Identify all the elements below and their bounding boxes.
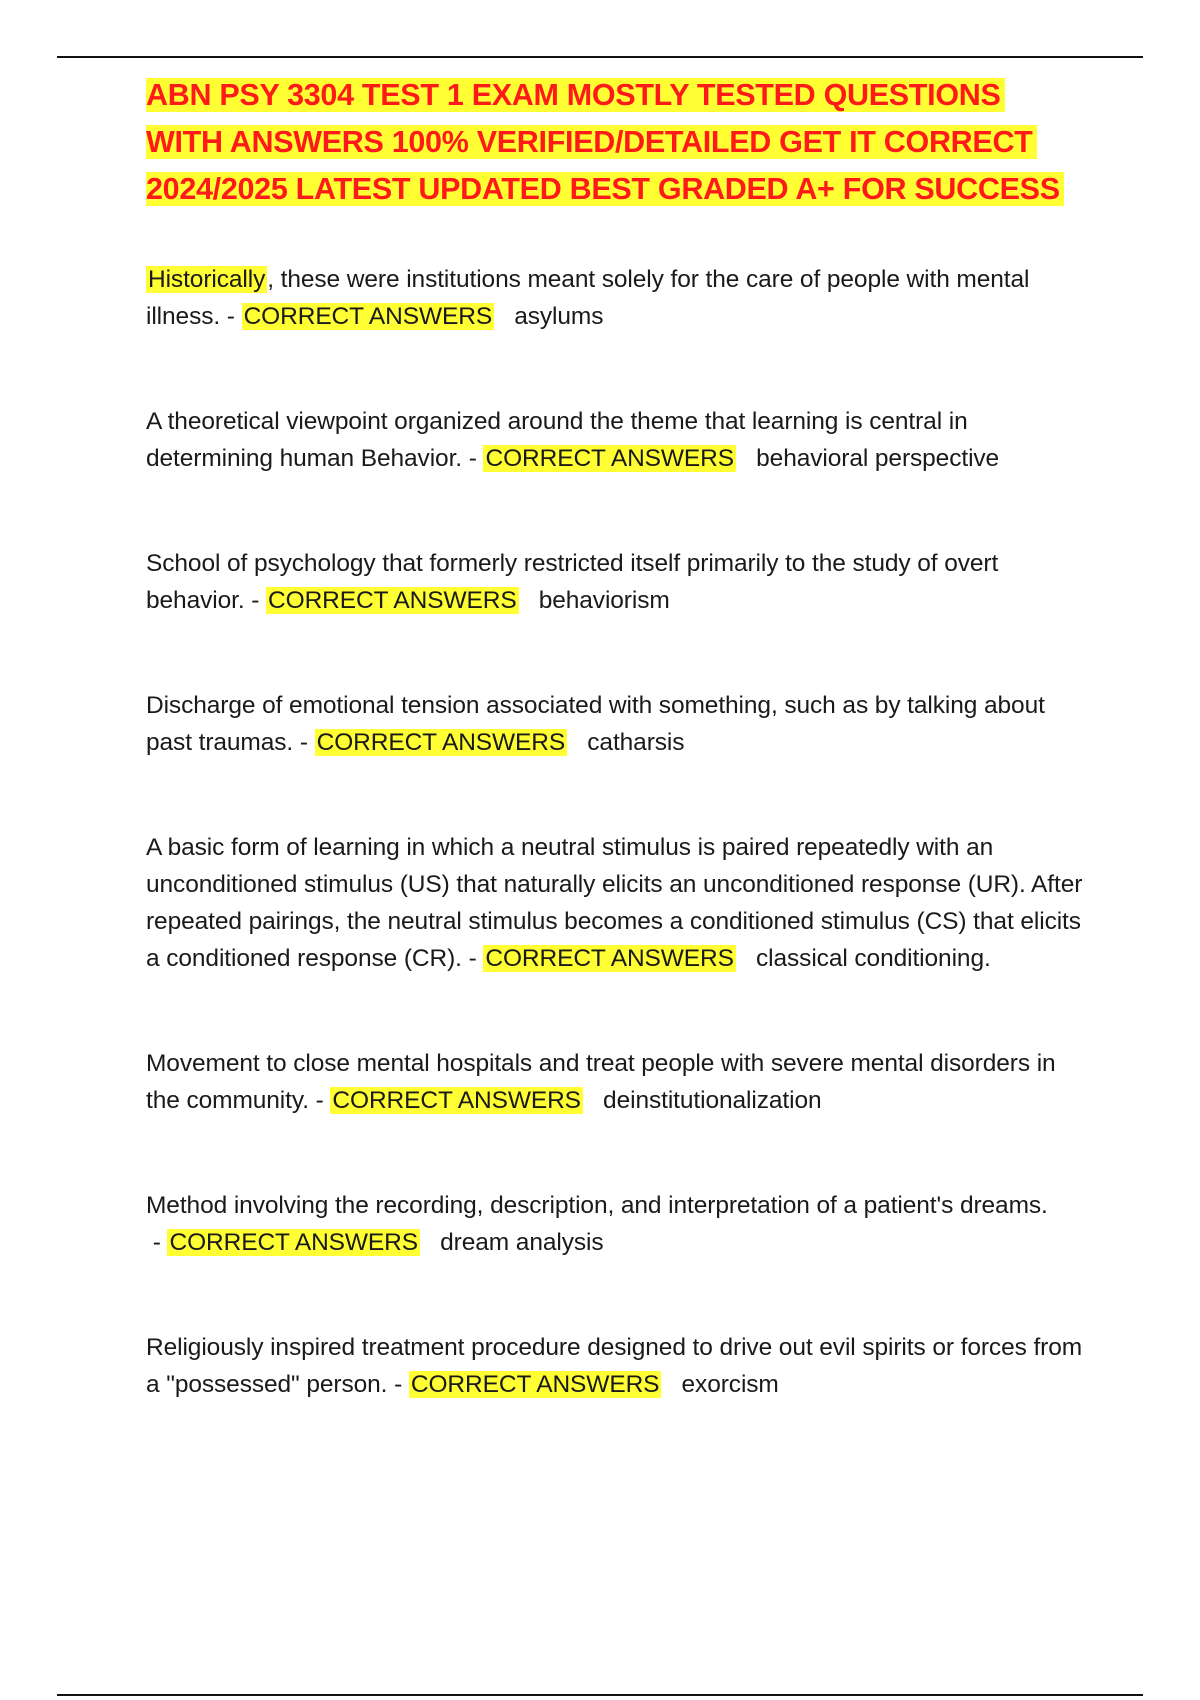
top-rule — [57, 56, 1143, 58]
correct-answers-label: CORRECT ANSWERS — [169, 1229, 419, 1256]
question-text: Movement to close mental hospitals and treat people with severe mental disorders in the community. — [146, 1050, 1056, 1114]
answer-text: asylums — [514, 303, 604, 330]
correct-answers-label: CORRECT ANSWERS — [332, 1087, 581, 1114]
qa-item — [146, 829, 1096, 977]
question-lead-highlight: Historically — [148, 266, 266, 293]
separator: - — [461, 945, 484, 972]
question-text: Method involving the recording, description, and interpretation of a patient's dreams. — [146, 1192, 1048, 1219]
answer-text: deinstitutionalization — [603, 1087, 822, 1114]
separator: - — [462, 445, 484, 472]
answer-text: behaviorism — [538, 587, 670, 614]
answer-text: behavioral perspective — [756, 445, 1000, 472]
qa-item — [146, 261, 1096, 335]
correct-answers-label: CORRECT ANSWERS — [485, 445, 735, 472]
document-body — [146, 72, 1096, 1471]
correct-answers-label: CORRECT ANSWERS — [485, 945, 734, 972]
qa-item — [146, 1045, 1096, 1119]
answer-text: catharsis — [587, 729, 685, 756]
separator: - — [387, 1371, 409, 1398]
title-line: 2024/2025 LATEST UPDATED BEST GRADED A+ FOR SUCCESS — [146, 172, 1064, 206]
title-line: ABN PSY 3304 TEST 1 EXAM MOSTLY TESTED QUESTIONS — [146, 78, 1005, 112]
question-text: A theoretical viewpoint organized around the theme that learning is central in determining human Behavior. — [146, 408, 968, 472]
question-text: Discharge of emotional tension associated with something, such as by talking about past traumas. — [146, 692, 1045, 756]
correct-answers-label: CORRECT ANSWERS — [410, 1371, 660, 1398]
qa-item — [146, 687, 1096, 761]
separator: - — [220, 303, 242, 330]
qa-item — [146, 1329, 1096, 1403]
qa-item — [146, 545, 1096, 619]
separator: - — [146, 1229, 168, 1256]
correct-answers-label: CORRECT ANSWERS — [268, 587, 517, 614]
question-text: School of psychology that formerly restricted itself primarily to the study of overt behavior. — [146, 550, 999, 614]
qa-item — [146, 403, 1096, 477]
bottom-rule — [57, 1694, 1143, 1696]
question-text: Religiously inspired treatment procedure designed to drive out evil spirits or forces from a "possessed" person. — [146, 1334, 1083, 1398]
correct-answers-label: CORRECT ANSWERS — [243, 303, 493, 330]
answer-text: classical conditioning. — [756, 945, 991, 972]
title-line: WITH ANSWERS 100% VERIFIED/DETAILED GET IT CORRECT — [146, 125, 1037, 159]
document-title — [146, 72, 1096, 213]
question-text: A basic form of learning in which a neutral stimulus is paired repeatedly with an unconditioned stimulus (US) that naturally elicits an unconditioned response (UR). After repeated pairings, the neutral stimulus becomes a conditioned stimulus (CS) that elicits a conditioned response (CR). — [146, 834, 1083, 972]
separator: - — [293, 729, 315, 756]
answer-text: exorcism — [681, 1371, 779, 1398]
separator: - — [244, 587, 267, 614]
question-text: , these were institutions meant solely for the care of people with mental illness. — [146, 266, 1030, 330]
answer-text: dream analysis — [440, 1229, 604, 1256]
correct-answers-label: CORRECT ANSWERS — [316, 729, 566, 756]
qa-item — [146, 1187, 1096, 1261]
separator: - — [308, 1087, 331, 1114]
